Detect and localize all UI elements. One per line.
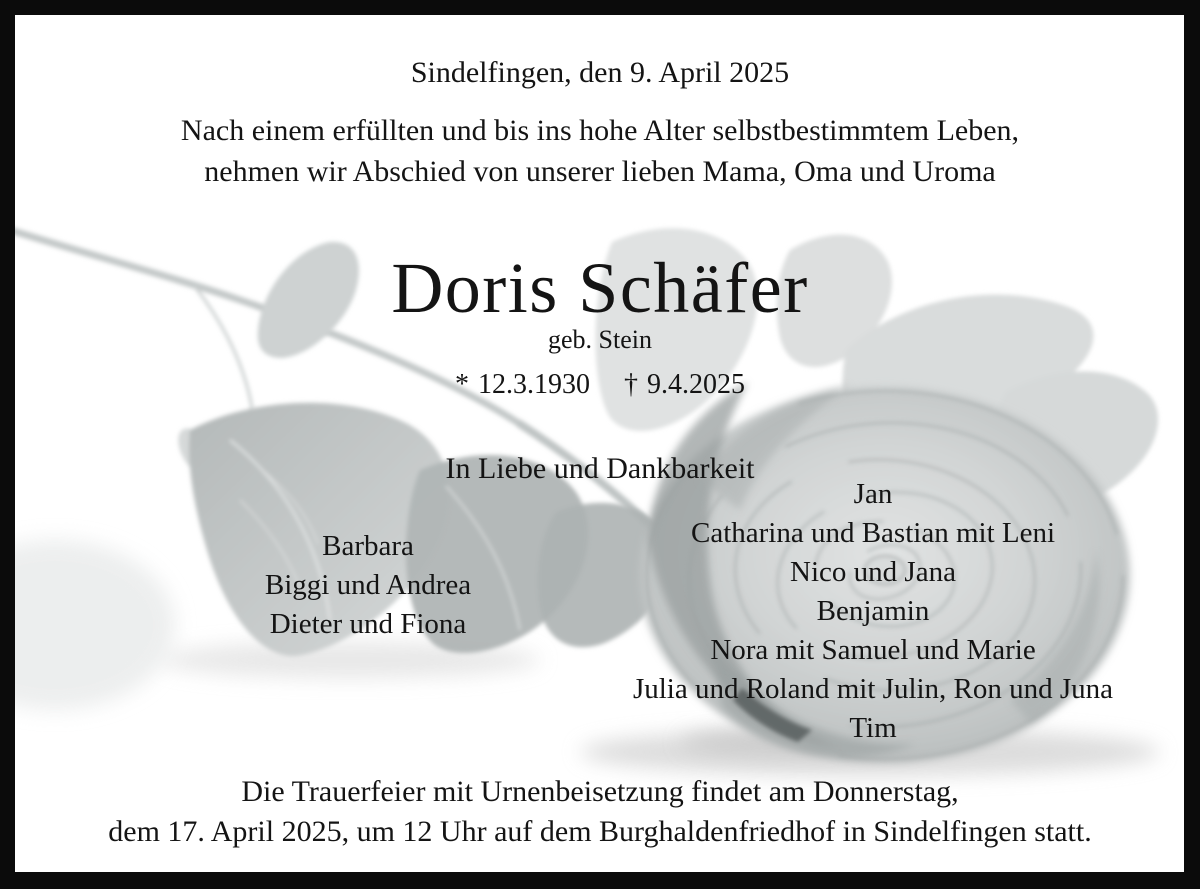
mourner-name: Benjamin bbox=[816, 595, 930, 627]
funeral-line-2: dem 17. April 2025, um 12 Uhr auf dem Burghaldenfriedhof in Sindelfingen statt. bbox=[108, 815, 1092, 848]
death-date: 9.4.2025 bbox=[647, 369, 745, 400]
mourner-name: Julia und Roland mit Julin, Ron und Juna bbox=[632, 673, 1114, 705]
mourner-name: Nora mit Samuel und Marie bbox=[710, 634, 1036, 666]
mourners-right-column bbox=[573, 475, 1173, 748]
mourner-name: Tim bbox=[849, 712, 897, 744]
death-cross-symbol: † bbox=[624, 369, 638, 400]
death-date-group bbox=[624, 369, 745, 400]
mourner-name: Jan bbox=[853, 478, 893, 510]
funeral-line-1: Die Trauerfeier mit Urnenbeisetzung findet am Donnerstag, bbox=[241, 775, 959, 808]
intro-line-2: nehmen wir Abschied von unserer lieben Mama, Oma und Uroma bbox=[204, 155, 996, 188]
mourner-name: Barbara bbox=[322, 530, 414, 562]
maiden-name: geb. Stein bbox=[548, 325, 652, 354]
funeral-info bbox=[0, 772, 1200, 852]
mourner-name: Catharina und Bastian mit Leni bbox=[690, 517, 1056, 549]
deceased-name: Doris Schäfer bbox=[391, 248, 809, 328]
mourner-name: Dieter und Fiona bbox=[269, 608, 467, 640]
farewell-line: In Liebe und Dankbarkeit bbox=[445, 452, 755, 485]
mourner-name: Biggi und Andrea bbox=[264, 569, 472, 601]
dateline: Sindelfingen, den 9. April 2025 bbox=[410, 56, 790, 89]
birth-date: 12.3.1930 bbox=[478, 369, 590, 400]
birth-star-symbol: * bbox=[455, 369, 469, 400]
intro-text bbox=[0, 110, 1200, 192]
intro-line-1: Nach einem erfüllten und bis ins hohe Alter selbstbestimmtem Leben, bbox=[180, 114, 1020, 147]
mourner-name: Nico und Jana bbox=[790, 556, 956, 588]
life-dates bbox=[0, 369, 1200, 401]
birth-date-group bbox=[455, 369, 590, 400]
mourners-left-column bbox=[193, 527, 543, 644]
